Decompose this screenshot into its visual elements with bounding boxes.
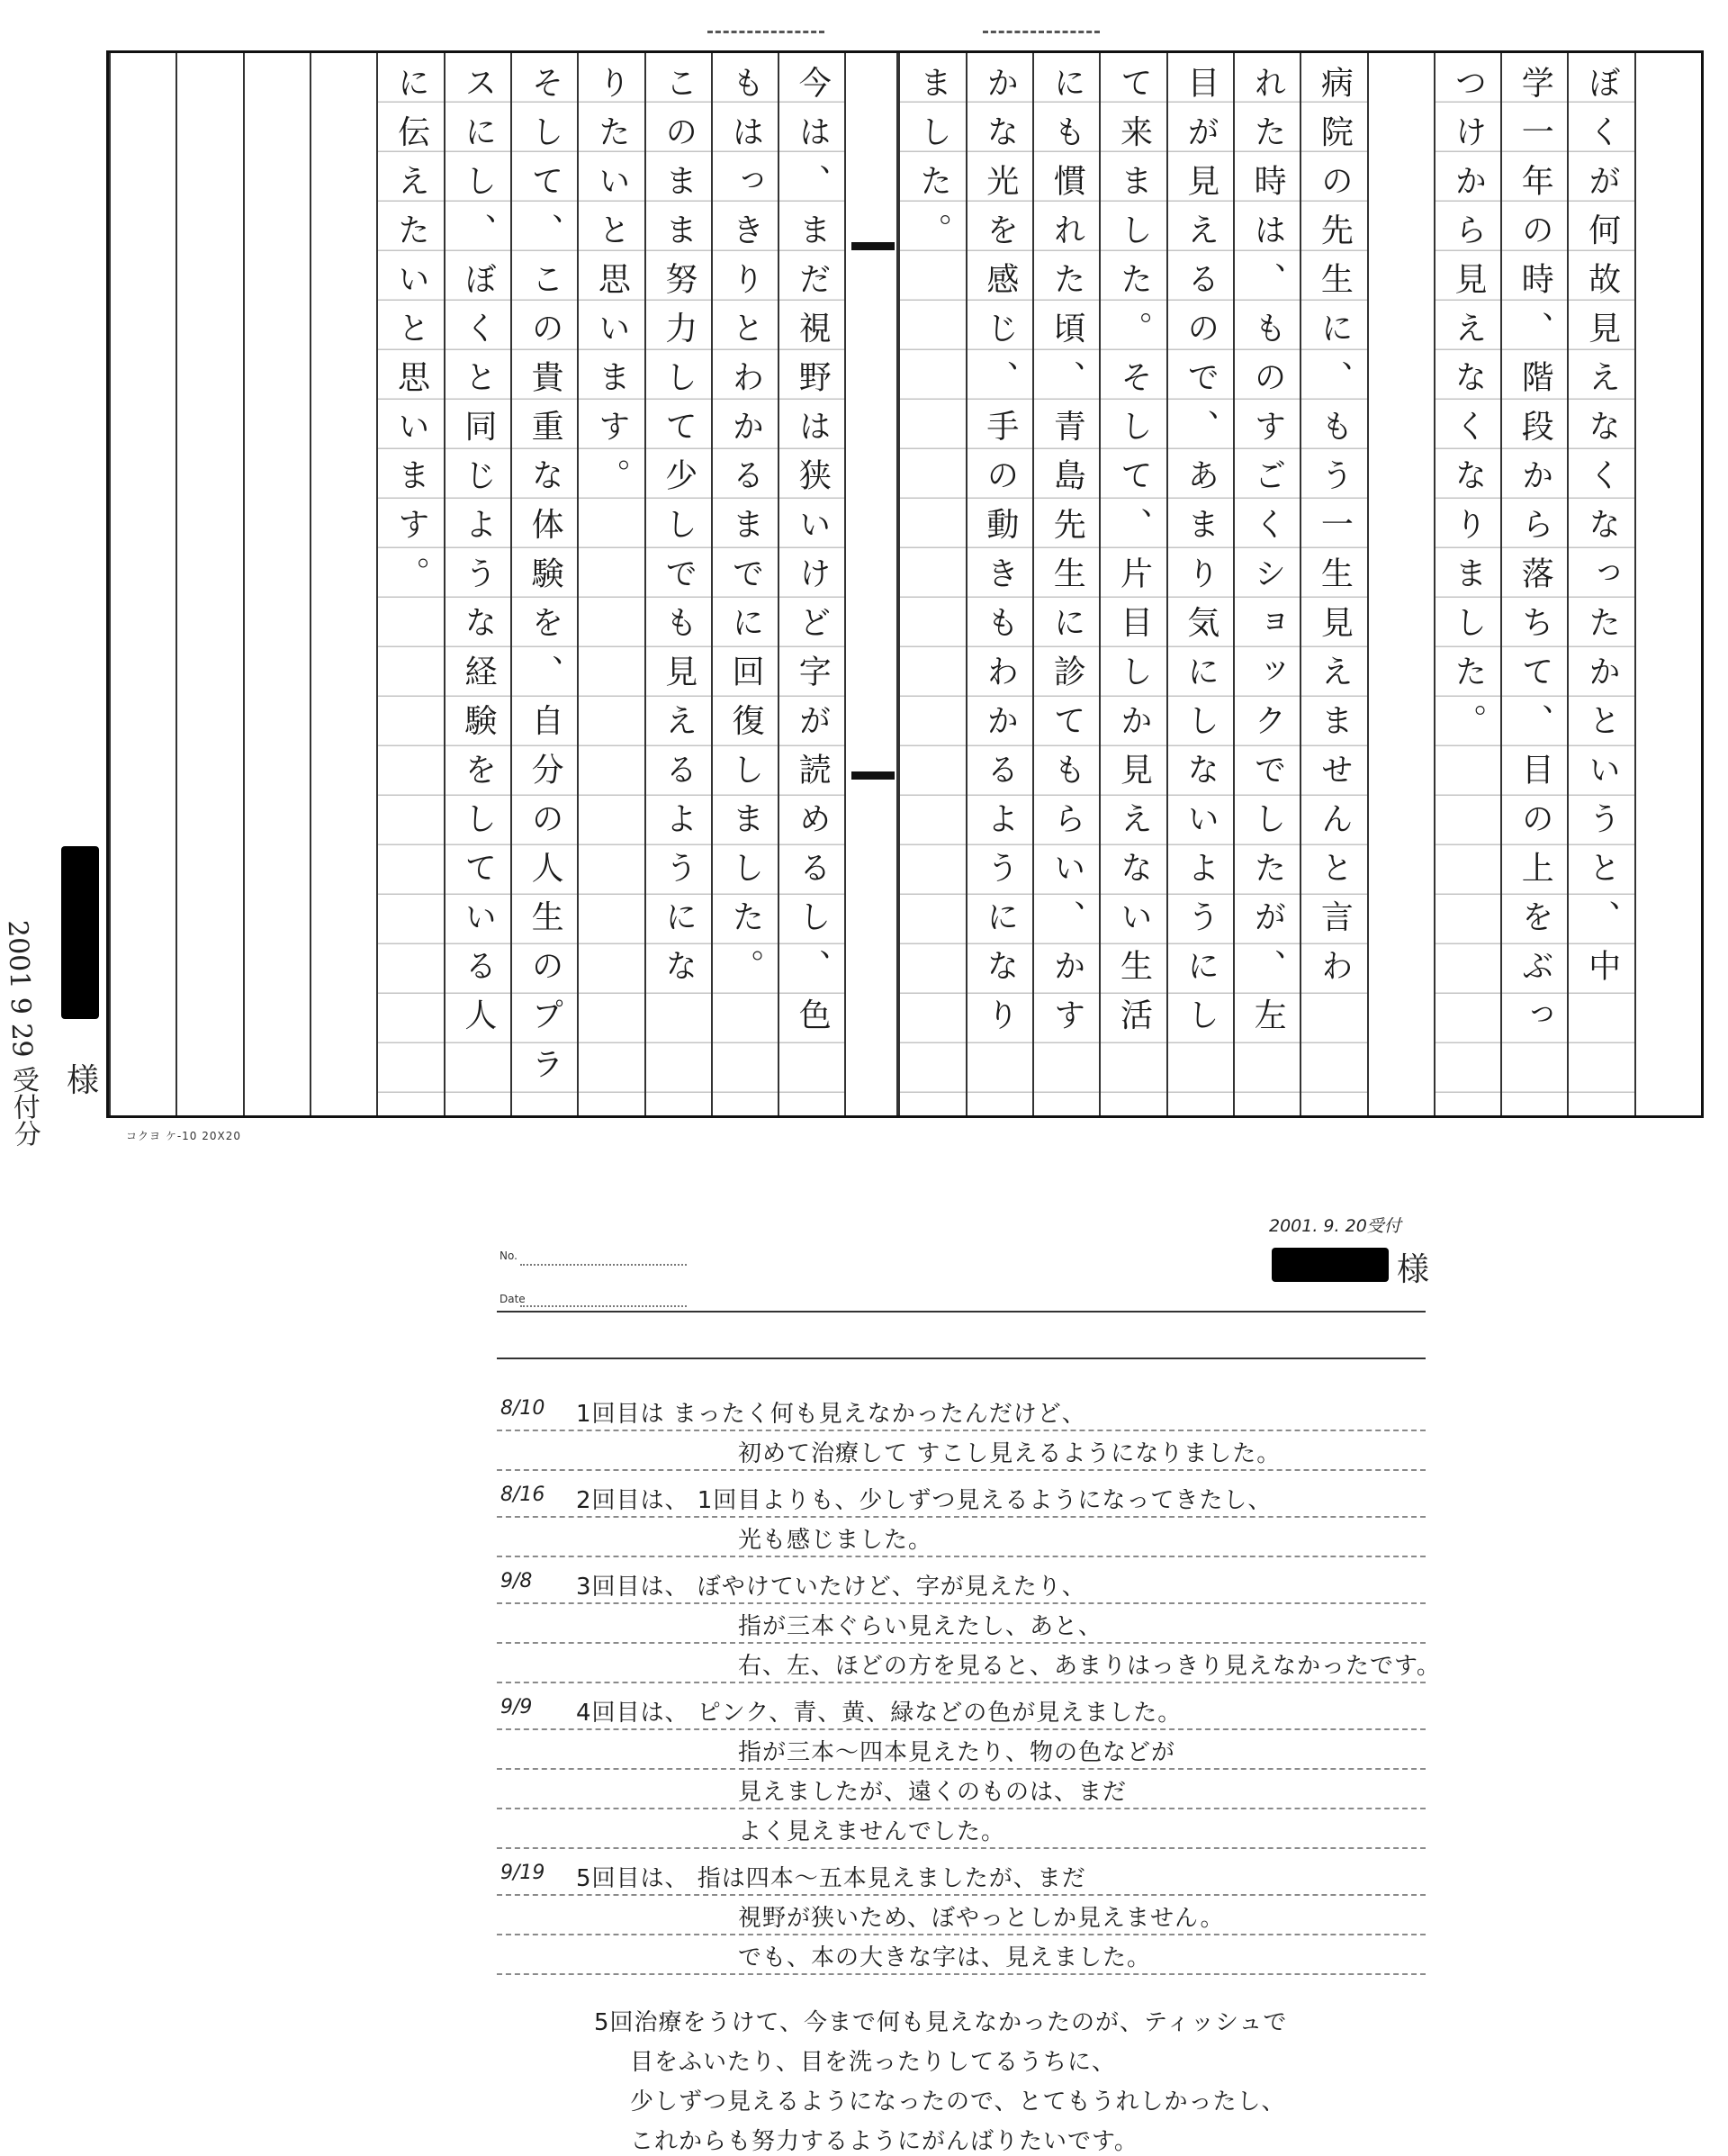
entry-date: 9/8 (500, 1570, 533, 1592)
entry-date: 9/9 (500, 1696, 533, 1718)
top-dash-left (707, 31, 824, 33)
entry-line: 5回目は、 指は四本～五本見えましたが、まだ (576, 1865, 1086, 1892)
ruled-line (497, 1728, 1426, 1730)
column-text: もはっきりとわかるまでに回復しました。 (727, 66, 764, 998)
column-text: ぼくが何故見えなくなったかというと、中 (1583, 66, 1621, 998)
date-field (520, 1305, 687, 1307)
entry-date: 8/10 (500, 1397, 545, 1420)
entry-line: 視野が狭いため、ぼやっとしか見えません。 (738, 1905, 1225, 1932)
column-text: 学一年の時、階段から落ちて、目の上をぶっ (1516, 66, 1554, 1047)
column-text: に伝えたいと思います。 (392, 66, 430, 606)
ruled-line (497, 1516, 1426, 1518)
manuscript-column (310, 53, 376, 1115)
manuscript-column (176, 53, 242, 1115)
entry-line: 右、左、ほどの方を見ると、あまりはっきり見えなかったです。 (738, 1653, 1441, 1680)
summary-line: これからも努力するようにがんばりたいです。 (630, 2128, 1138, 2155)
top-dash-right (983, 31, 1100, 33)
ruled-line (497, 1768, 1426, 1770)
entry-line: 指が三本～四本見えたり、物の色などが (738, 1739, 1176, 1766)
manuscript-column (644, 53, 711, 1115)
column-text: 病院の先生に、もう一生見えませんと言わ (1316, 66, 1354, 998)
ruled-line (497, 1469, 1426, 1471)
entry-line: 3回目は、 ぼやけていたけど、字が見えたり、 (576, 1574, 1086, 1601)
entry-line: よく見えませんでした。 (738, 1818, 1006, 1845)
manuscript-sheet (106, 50, 1704, 1118)
summary-line: 5回治療をうけて、今まで何も見えなかったのが、ティッシュで (594, 2009, 1288, 2036)
column-text: 目が見えるので、あまり気にしないようにし (1182, 66, 1220, 1047)
no-field (520, 1264, 687, 1266)
column-text: スにし、ぼくと同じような経験をしている人 (459, 66, 497, 1047)
column-text: て来ました。そして、片目しか見えない生活 (1115, 66, 1153, 1047)
entry-date: 9/19 (500, 1862, 545, 1884)
header-rule (497, 1311, 1426, 1313)
column-text: りたいと思います。 (593, 66, 631, 508)
summary-line: 目をふいたり、目を洗ったりしてるうちに、 (630, 2049, 1117, 2076)
ruled-line (497, 1682, 1426, 1683)
ruled-line (497, 1430, 1426, 1431)
manuscript-column (898, 53, 965, 1115)
date-label: Date (500, 1293, 526, 1305)
manuscript-column (376, 53, 443, 1115)
manuscript-column (1032, 53, 1099, 1115)
entry-line: 指が三本ぐらい見えたし、あと、 (738, 1613, 1103, 1640)
top-rule (497, 1358, 1426, 1359)
manuscript-column (1367, 53, 1434, 1115)
receipt-stamp: 2001 9 29 受付分 (1, 919, 41, 1148)
manuscript-column (1233, 53, 1300, 1115)
column-text: かな光を感じ、手の動きもわかるようになり (981, 66, 1019, 1047)
summary-line: 少しずつ見えるようになったので、とてもうれしかったし、 (630, 2088, 1286, 2115)
manuscript-column (1166, 53, 1233, 1115)
center-gutter (844, 53, 898, 1115)
column-text: そして、この貴重な体験を、自分の人生のプラ (526, 66, 564, 1096)
manuscript-column (1500, 53, 1567, 1115)
no-label: No. (500, 1249, 518, 1262)
manuscript-column (109, 53, 176, 1115)
entry-line: 光も感じました。 (738, 1527, 933, 1554)
manuscript-column (711, 53, 778, 1115)
manuscript-column (243, 53, 310, 1115)
entry-line: 1回目は まったく何も見えなかったんだけど、 (576, 1401, 1086, 1428)
manuscript-column (1434, 53, 1500, 1115)
column-text: このまま努力して少しでも見えるようにな (660, 66, 698, 998)
entry-line: 初めて治療して すこし見えるようになりました。 (738, 1440, 1282, 1467)
manuscript-column (966, 53, 1032, 1115)
redaction-bar (61, 846, 99, 1019)
honorific-sama: 様 (67, 1062, 100, 1099)
entry-line: 4回目は、 ピンク、青、黄、緑などの色が見えました。 (576, 1700, 1183, 1727)
entry-date: 8/16 (500, 1484, 545, 1506)
column-text: にも慣れた頃、青島先生に診てもらい、かす (1048, 66, 1086, 1047)
manuscript-columns (109, 53, 1701, 1115)
manuscript-column (1567, 53, 1634, 1115)
manuscript-column (1300, 53, 1366, 1115)
ruled-line (497, 1808, 1426, 1809)
entry-line: 2回目は、 1回目よりも、少しずつ見えるようになってきたし、 (576, 1487, 1273, 1514)
redaction-bar (1272, 1248, 1389, 1282)
ruled-line (497, 1556, 1426, 1557)
manuscript-column (778, 53, 844, 1115)
sheet-footer: コクヨ ケ-10 20X20 (126, 1130, 241, 1142)
column-text: 今は、まだ視野は狭いけど字が読めるし、色 (794, 66, 832, 1047)
gutter-mark (851, 771, 895, 780)
manuscript-column (510, 53, 577, 1115)
manuscript-column (577, 53, 644, 1115)
notebook-date-stamp: 2001. 9. 20受付 (1269, 1216, 1401, 1236)
manuscript-column (444, 53, 510, 1115)
entry-line: 見えましたが、遠くのものは、まだ (738, 1779, 1128, 1806)
honorific-sama: 様 (1397, 1251, 1430, 1288)
ruled-line (497, 1847, 1426, 1849)
column-text: つけから見えなくなりました。 (1449, 66, 1487, 753)
ruled-line (497, 1602, 1426, 1604)
column-text: れた時は、ものすごくショックでしたが、左 (1249, 66, 1287, 1047)
ruled-line (497, 1642, 1426, 1644)
ruled-line (497, 1934, 1426, 1935)
ruled-line (497, 1894, 1426, 1896)
manuscript-column (1099, 53, 1166, 1115)
column-text: ました。 (914, 66, 952, 262)
entry-line: でも、本の大きな字は、見えました。 (738, 1944, 1152, 1971)
manuscript-column (1634, 53, 1701, 1115)
gutter-mark (851, 242, 895, 250)
ruled-line (497, 1973, 1426, 1975)
